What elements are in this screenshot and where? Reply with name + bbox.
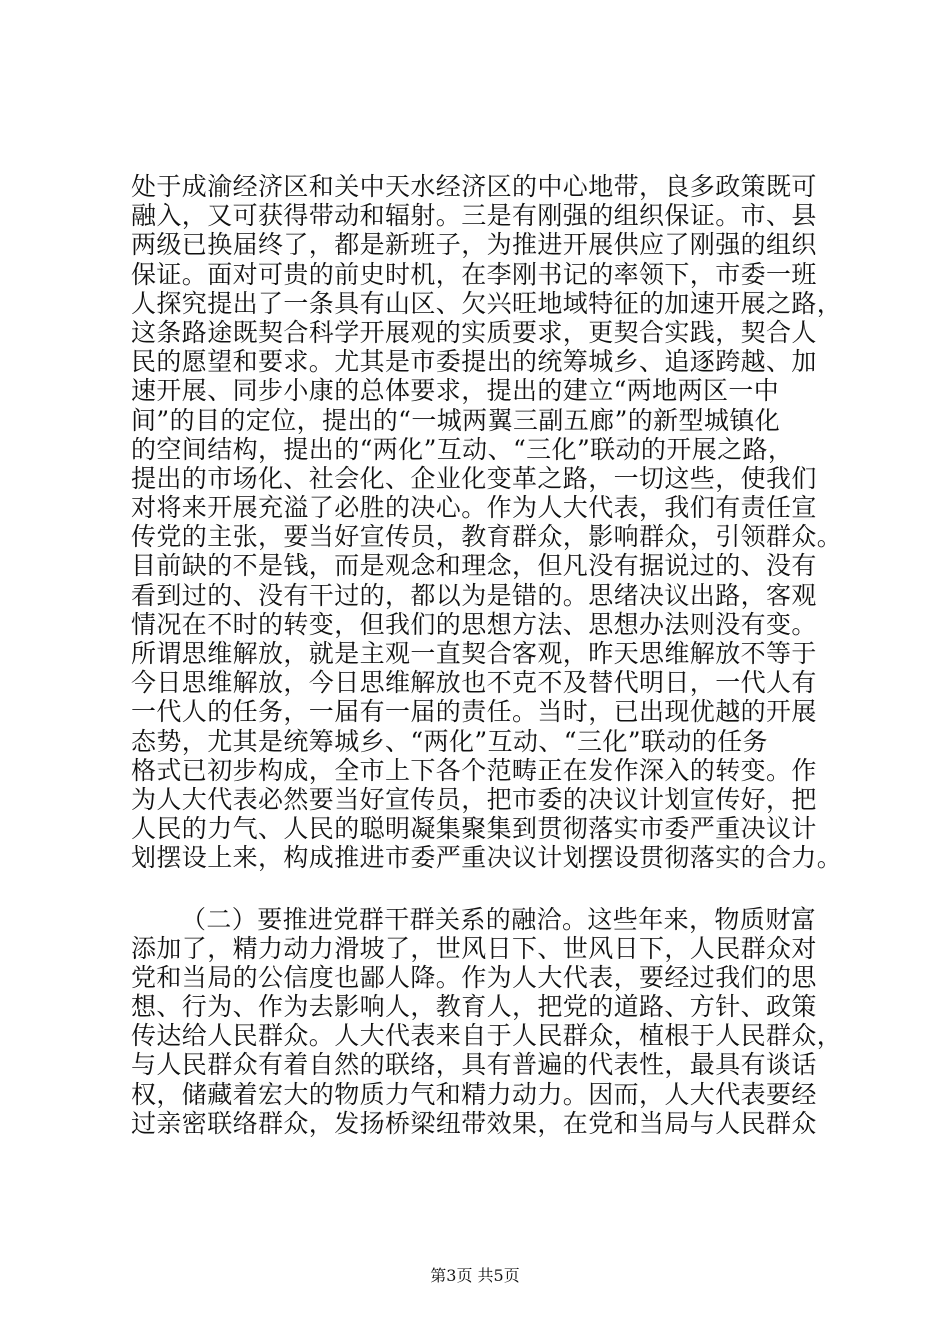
text-line: 民的愿望和要求。尤其是市委提出的统筹城乡、追逐跨越、加: [131, 347, 817, 377]
paragraph-spacer: [131, 873, 831, 905]
text-line: 融入，又可获得带动和辐射。三是有刚强的组织保证。市、县: [131, 201, 817, 231]
text-line: 两级已换届终了，都是新班子，为推进开展供应了刚强的组织: [131, 230, 817, 260]
paragraph-1: [131, 172, 843, 873]
text-line: 添加了，精力动力滑坡了，世风日下、世风日下，人民群众对: [131, 933, 817, 963]
text-line: （二）要推进党群干群关系的融洽。这些年来，物质财富: [181, 904, 817, 934]
text-line: 速开展、同步小康的总体要求，提出的建立“两地两区一中: [131, 376, 780, 406]
text-line: 所谓思维解放，就是主观一直契合客观，昨天思维解放不等于: [131, 639, 817, 668]
text-line: 格式已初步构成，全市上下各个范畴正在发作深入的转变。作: [131, 755, 817, 785]
text-line: 与人民群众有着自然的联络，具有普遍的代表性，最具有谈话: [131, 1050, 817, 1080]
text-line: 间”的目的定位，提出的“一城两翼三副五廊”的新型城镇化: [131, 405, 781, 435]
text-line: 过亲密联络群众，发扬桥梁纽带效果，在党和当局与人民群众: [131, 1108, 817, 1138]
text-line: 为人大代表必然要当好宣传员，把市委的决议计划宣传好，把: [131, 784, 817, 814]
text-line: 想、行为、作为去影响人，教育人，把党的道路、方针、政策: [131, 992, 817, 1022]
text-line: 处于成渝经济区和关中天水经济区的中心地带，良多政策既可: [131, 172, 817, 201]
text-line: 权，储藏着宏大的物质力气和精力动力。因而，人大代表要经: [131, 1079, 817, 1109]
text-line: 对将来开展充溢了必胜的决心。作为人大代表，我们有责任宣: [131, 493, 817, 523]
text-line: 保证。面对可贵的前史时机，在李刚书记的率领下，市委一班: [131, 259, 817, 289]
text-line: 党和当局的公信度也鄙人降。作为人大代表，要经过我们的思: [131, 962, 817, 992]
text-line: 传达给人民群众。人大代表来自于人民群众，植根于人民群众，: [131, 1021, 843, 1051]
text-line: 目前缺的不是钱，而是观念和理念，但凡没有据说过的、没有: [131, 551, 817, 581]
text-line: 人民的力气、人民的聪明凝集聚集到贯彻落实市委严重决议计: [131, 814, 817, 844]
document-body: [131, 172, 843, 1138]
text-line: 划摆设上来，构成推进市委严重决议计划摆设贯彻落实的合力。: [131, 843, 843, 873]
text-line: 的空间结构，提出的“两化”互动、“三化”联动的开展之路，: [131, 434, 794, 464]
text-line: 人探究提出了一条具有山区、欠兴旺地域特征的加速开展之路，: [131, 288, 843, 318]
page-footer: [0, 1266, 950, 1286]
text-line: 传党的主张，要当好宣传员，教育群众，影响群众，引领群众。: [131, 522, 843, 552]
page-number: 第3页 共5页: [430, 1266, 520, 1285]
text-line: 态势，尤其是统筹城乡、“两化”互动、“三化”联动的任务: [131, 726, 768, 756]
text-line: 情况在不时的转变，但我们的思想方法、思想办法则没有变。: [131, 609, 817, 639]
text-line: 看到过的、没有干过的，都以为是错的。思绪决议出路，客观: [131, 580, 817, 610]
text-line: 今日思维解放，今日思维解放也不克不及替代明日，一代人有: [131, 668, 817, 698]
text-line: 一代人的任务，一届有一届的责任。当时，已出现优越的开展: [131, 697, 817, 727]
paragraph-2: [131, 904, 843, 1139]
text-line: 这条路途既契合科学开展观的实质要求，更契合实践，契合人: [131, 317, 817, 347]
text-line: 提出的市场化、社会化、企业化变革之路，一切这些，使我们: [131, 463, 817, 493]
